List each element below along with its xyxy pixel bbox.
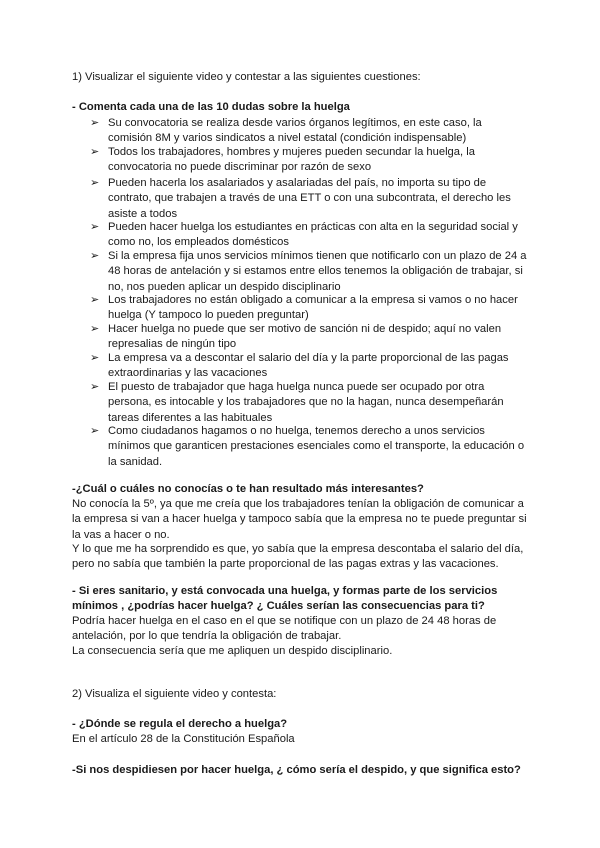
bullet-item: Los trabajadores no están obligado a comunicar a la empresa si vamos o no hacer huelga (Y tampoco lo pueden preguntar) bbox=[108, 294, 518, 322]
bullet-item: La empresa va a descontar el salario del día y la parte proporcional de las pagas extraordinarias y las vacaciones bbox=[108, 352, 509, 380]
bullet-item: Si la empresa fija unos servicios mínimos tienen que notificarlo con un plazo de 24 a 48 horas de antelación y si estamos entre ellos tenemos la obligación de trabajar, si no, nos pueden aplicar un despido disciplinario bbox=[108, 250, 527, 293]
question-2-heading: -¿Cuál o cuáles no conocías o te han resultado más interesantes? bbox=[72, 483, 424, 495]
bullet-arrow-icon: ➢ bbox=[90, 425, 100, 437]
bullet-item: Como ciudadanos hagamos o no huelga, tenemos derecho a unos servicios mínimos que garanticen prestaciones esenciales como el transporte, la educación o la sanidad. bbox=[108, 425, 525, 468]
bullet-arrow-icon: ➢ bbox=[90, 250, 100, 262]
answer-3-paragraph-2: La consecuencia sería que me apliquen un despido disciplinario. bbox=[72, 645, 393, 657]
question-1-heading: - Comenta cada una de las 10 dudas sobre la huelga bbox=[72, 101, 350, 113]
question-3-heading: - Si eres sanitario, y está convocada una huelga, y formas parte de los servicios mínimos , ¿podrías hacer huelga? ¿ Cuáles serían las consecuencias para ti? bbox=[72, 585, 498, 613]
bullet-arrow-icon: ➢ bbox=[90, 381, 100, 393]
section-2-question-2: -Si nos despidiesen por hacer huelga, ¿ cómo sería el despido, y que significa esto? bbox=[72, 764, 521, 776]
bullet-arrow-icon: ➢ bbox=[90, 146, 100, 158]
bullet-item: El puesto de trabajador que haga huelga nunca puede ser ocupado por otra persona, es intocable y los trabajadores que no la hagan, nunca desempeñarán tareas diferentes a las habituales bbox=[108, 381, 504, 424]
answer-2-paragraph-1: No conocía la 5º, ya que me creía que los trabajadores tenían la obligación de comunicar a la empresa si van a hacer huelga y tampoco sabía que la empresa no te puede preguntar si la vas a hacer o no. bbox=[72, 498, 527, 541]
section-2-question-1: - ¿Dónde se regula el derecho a huelga? bbox=[72, 718, 288, 730]
bullet-arrow-icon: ➢ bbox=[90, 117, 100, 129]
section-2-heading: 2) Visualiza el siguiente video y contesta: bbox=[72, 688, 277, 700]
bullet-arrow-icon: ➢ bbox=[90, 352, 100, 364]
bullet-arrow-icon: ➢ bbox=[90, 294, 100, 306]
section-2-answer-1: En el artículo 28 de la Constitución Española bbox=[72, 733, 295, 745]
answer-2-paragraph-2: Y lo que me ha sorprendido es que, yo sabía que la empresa descontaba el salario del día, pero no sabía que también la parte proporcional de las pagas extras y las vacaciones. bbox=[72, 543, 524, 571]
bullet-item: Su convocatoria se realiza desde varios órganos legítimos, en este caso, la comisión 8M y varios sindicatos a nivel estatal (condición indispensable) bbox=[108, 117, 482, 145]
answer-3-paragraph-1: Podría hacer huelga en el caso en el que se notifique con un plazo de 24 48 horas de antelación, por lo que tendría la obligación de trabajar. bbox=[72, 615, 497, 643]
bullet-item: Todos los trabajadores, hombres y mujeres pueden secundar la huelga, la convocatoria no puede discriminar por razón de sexo bbox=[108, 146, 475, 174]
bullet-arrow-icon: ➢ bbox=[90, 177, 100, 189]
bullet-item: Hacer huelga no puede que ser motivo de sanción ni de despido; aquí no valen represalias de ningún tipo bbox=[108, 323, 502, 351]
section-1-heading: 1) Visualizar el siguiente video y contestar a las siguientes cuestiones: bbox=[72, 71, 421, 83]
bullet-item: Pueden hacerla los asalariados y asalariadas del país, no importa su tipo de contrato, que trabajen a través de una ETT o con una subcontrata, el derecho les asiste a todos bbox=[108, 177, 511, 220]
bullet-arrow-icon: ➢ bbox=[90, 323, 100, 335]
bullet-item: Pueden hacer huelga los estudiantes en prácticas con alta en la seguridad social y como no, los empleados domésticos bbox=[108, 221, 518, 249]
bullet-arrow-icon: ➢ bbox=[90, 221, 100, 233]
